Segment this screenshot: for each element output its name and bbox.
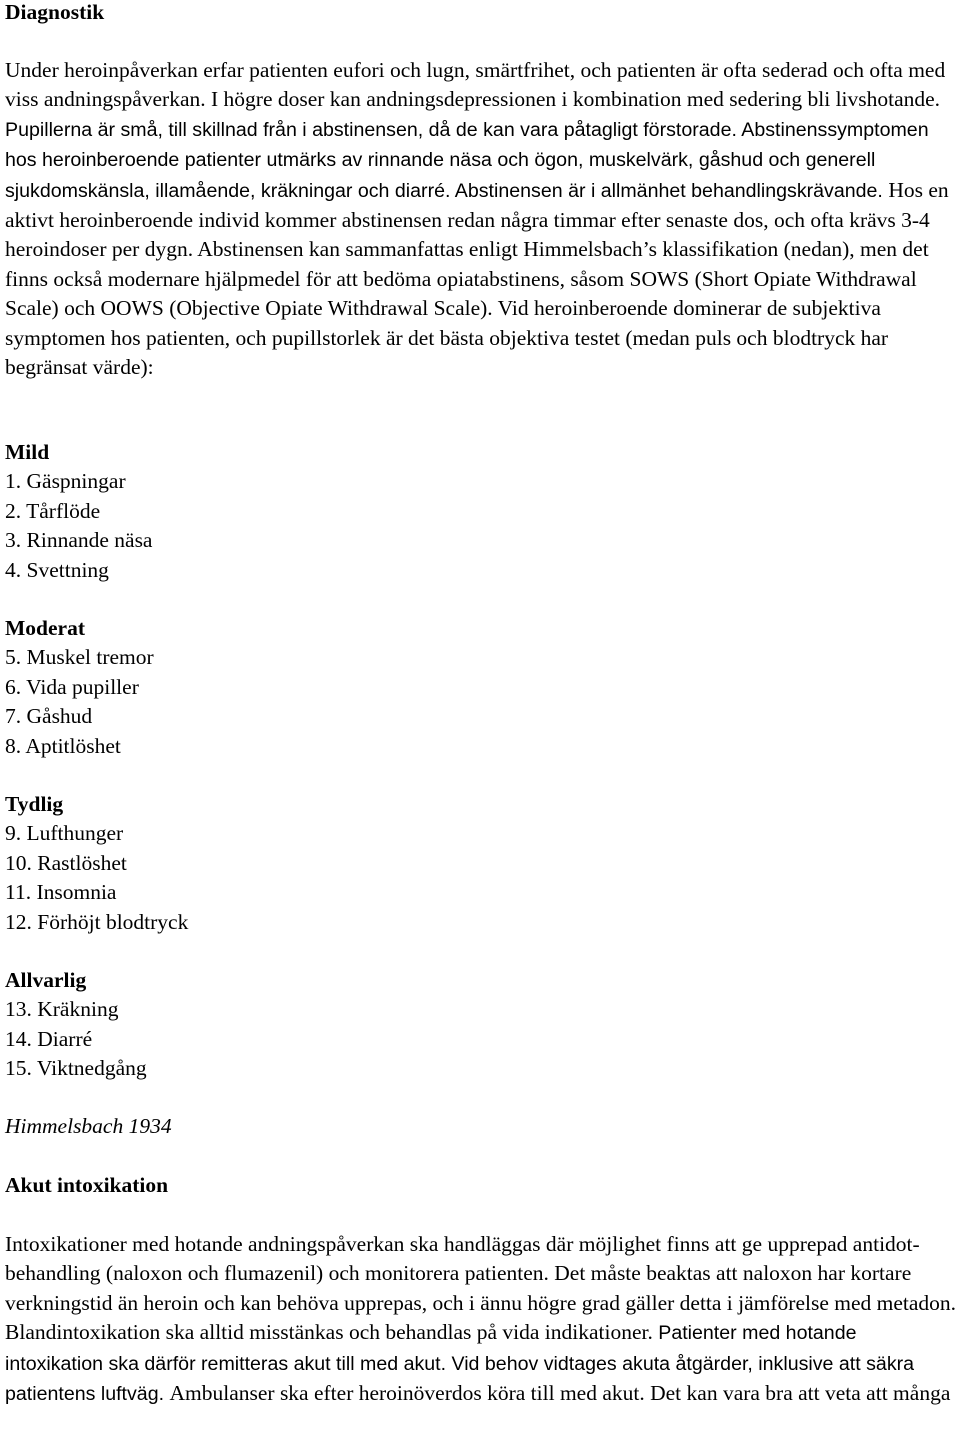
level-title: Mild <box>5 440 50 464</box>
diagnostik-text-run: Pupillerna är små, till skillnad från i abstinensen, då de kan vara påtagligt förstorade. Abstinenssymptomen hos heroinberoende patienter utmärks av rinnande näsa och ögon, muskelvärk, gåshud och generell sjukdomskänsla, illamående, kräkningar och diarré. Abstinensen är i allmänhet behandlingskrävande. <box>5 118 929 202</box>
symptom-item: 15. Viktnedgång <box>5 1056 147 1081</box>
diagnostik-text-run: Under heroinpåverkan erfar patienten eufori och lugn, smärtfrihet, och patienten är ofta sederad och ofta med viss andningspåverkan. I högre doser kan andningsdepressionen i kombination med sedering bli livshotande. <box>5 58 946 112</box>
level-mild <box>5 438 152 585</box>
symptom-item: 8. Aptitlöshet <box>5 733 121 758</box>
diagnostik-heading: Diagnostik <box>5 0 105 24</box>
akut-text-run: Patienter med hotande intoxikation ska därför remitteras akut till med akut. Vid behov vidtages akuta åtgärder, inklusive att säkra patientens luftväg. <box>5 1322 915 1406</box>
akut-text-run: Intoxikationer med hotande andningspåverkan ska handläggas där möjlighet finns att ge upprepad antidot-behandling (naloxon och flumazenil) och monitorera patienten. Det måste beaktas att naloxon har kortare verkningstid än heroin och kan behöva upprepas, och i ännu högre grad gäller detta i jämförelse med metadon. Blandintoxikation ska alltid misstänkas och behandlas på vida indikationer. <box>5 1232 957 1345</box>
diagnostik-text-run: Hos en aktivt heroinberoende individ kommer abstinensen redan några timmar efter senaste dos, och ofta krävs 3-4 heroindoser per dygn. Abstinensen kan sammanfattas enligt Himmelsbach’s klassifikation (nedan), men det finns också modernare hjälpmedel för att bedöma opiatabstinens, såsom SOWS (Short Opiate Withdrawal Scale) och OOWS (Objective Opiate Withdrawal Scale). Vid heroinberoende dominerar de subjektiva symptomen hos patienten, och pupillstorlek är det bästa objektiva testet (medan puls och blodtryck har begränsat värde): <box>5 177 949 380</box>
symptom-item: 3. Rinnande näsa <box>5 528 153 553</box>
symptom-item: 1. Gäspningar <box>5 469 126 494</box>
level-tydlig <box>5 790 188 937</box>
symptom-item: 14. Diarré <box>5 1026 93 1051</box>
level-allvarlig <box>5 966 147 1084</box>
akut-paragraph <box>5 1230 957 1409</box>
symptom-item: 13. Kräkning <box>5 997 119 1022</box>
citation: Himmelsbach 1934 <box>5 1114 172 1138</box>
diagnostik-paragraph <box>5 56 957 382</box>
symptom-item: 2. Tårflöde <box>5 498 101 523</box>
symptom-item: 12. Förhöjt blodtryck <box>5 909 189 934</box>
akut-text-run: Ambulanser ska efter heroinöverdos köra till med akut. Det kan vara bra att veta att många <box>169 1381 951 1406</box>
symptom-item: 5. Muskel tremor <box>5 645 154 670</box>
level-moderat <box>5 614 154 761</box>
symptom-item: 10. Rastlöshet <box>5 850 127 875</box>
level-title: Allvarlig <box>5 968 87 992</box>
symptom-item: 7. Gåshud <box>5 704 93 729</box>
symptom-item: 4. Svettning <box>5 557 109 582</box>
symptom-item: 6. Vida pupiller <box>5 674 139 699</box>
symptom-item: 9. Lufthunger <box>5 821 124 846</box>
level-title: Moderat <box>5 616 85 640</box>
symptom-item: 11. Insomnia <box>5 880 117 905</box>
level-title: Tydlig <box>5 792 64 816</box>
akut-heading: Akut intoxikation <box>5 1173 169 1197</box>
